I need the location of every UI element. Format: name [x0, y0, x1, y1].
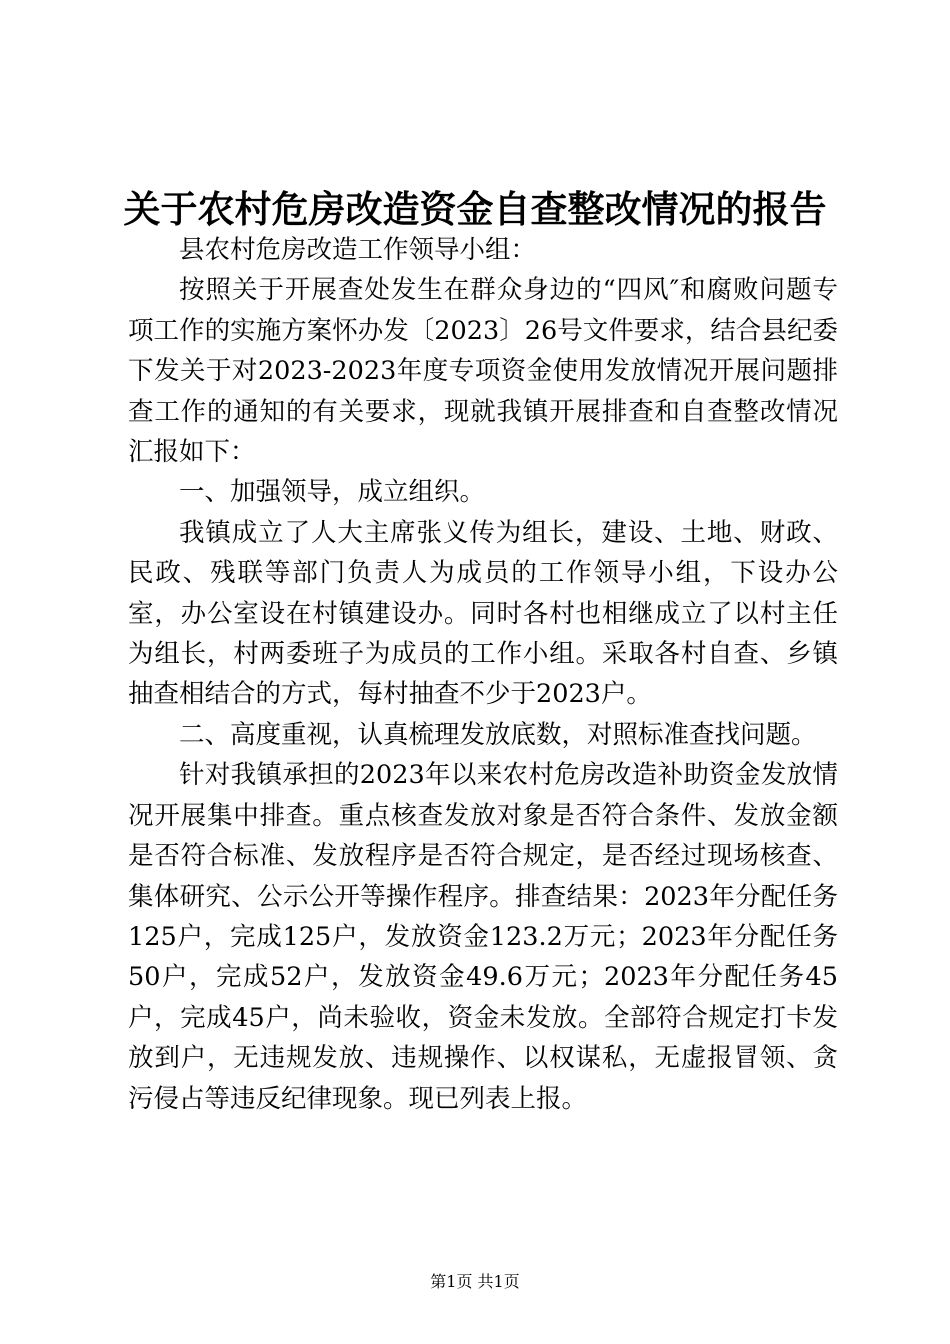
section-heading-2: 二、高度重视，认真梳理发放底数，对照标准查找问题。: [179, 719, 817, 750]
section-1-paragraph: 我镇成立了人大主席张义传为组长，建设、土地、财政、民政、残联等部门负责人为成员的工作领导小组，下设办公室，办公室设在村镇建设办。同时各村也相继成立了以村主任为组长，村两委班子为成员的工作小组。采取各村自查、乡镇抽查相结合的方式，每村抽查不少于2023户。: [128, 517, 838, 710]
intro-paragraph: 按照关于开展查处发生在群众身边的“四风″和腐败问题专项工作的实施方案怀办发〔2023〕26号文件要求，结合县纪委下发关于对2023-2023年度专项资金使用发放情况开展问题排查工作的通知的有关要求，现就我镇开展排查和自查整改情况汇报如下：: [128, 275, 838, 468]
salutation-paragraph: 县农村危房改造工作领导小组：: [179, 235, 537, 265]
document-title: 关于农村危房改造资金自查整改情况的报告: [123, 187, 827, 231]
section-heading-1: 一、加强领导，成立组织。: [179, 477, 486, 508]
section-2-paragraph: 针对我镇承担的2023年以来农村危房改造补助资金发放情况开展集中排查。重点核查发放对象是否符合条件、发放金额是否符合标准、发放程序是否符合规定，是否经过现场核查、集体研究、公示公开等操作程序。排查结果：2023年分配任务125户，完成125户，发放资金123.2万元；2023年分配任务50户，完成52户，发放资金49.6万元；2023年分配任务45户，完成45户，尚未验收，资金未发放。全部符合规定打卡发放到户，无违规发放、违规操作、以权谋私，无虚报冒领、贪污侵占等违反纪律现象。现已列表上报。: [128, 760, 838, 1114]
document-body: [128, 230, 838, 1119]
page-footer: 第1页 共1页: [430, 1272, 520, 1291]
